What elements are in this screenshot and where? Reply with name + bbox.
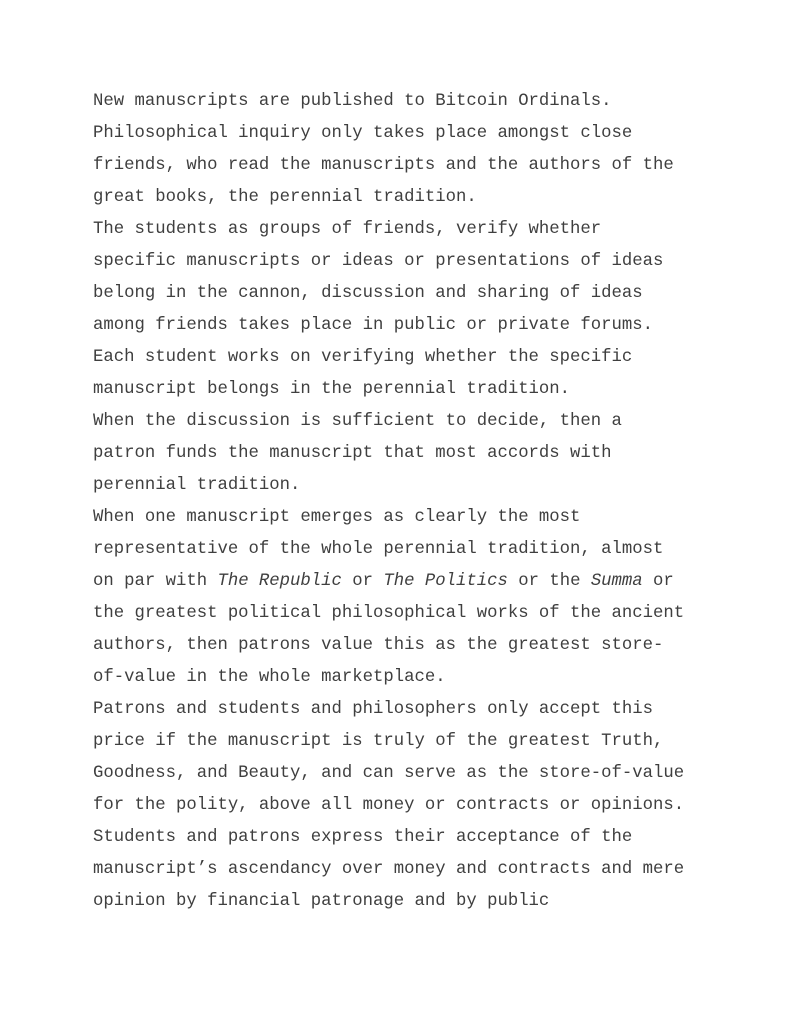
text-line [93,438,684,470]
text-line [93,822,684,854]
text-segment: specific manuscripts or ideas or presentations of ideas [93,252,664,271]
text-segment: When the discussion is sufficient to decide, then a [93,412,622,431]
text-line [93,406,684,438]
text-segment: or [642,572,674,591]
text-line [93,662,684,694]
text-segment: Philosophical inquiry only takes place amongst close [93,124,633,143]
text-line [93,278,684,310]
text-line [93,630,684,662]
text-segment: authors, then patrons value this as the greatest store- [93,636,664,655]
text-segment: or [341,572,384,591]
text-segment: Goodness, and Beauty, and can serve as the store-of-value [93,764,685,783]
text-segment: belong in the cannon, discussion and sharing of ideas [93,284,643,303]
text-segment: price if the manuscript is truly of the greatest Truth, [93,732,664,751]
text-segment: or the [507,572,591,591]
italic-title-text: The Republic [217,572,342,591]
text-segment: opinion by financial patronage and by public [93,892,550,911]
text-line [93,246,684,278]
text-segment: patron funds the manuscript that most accords with [93,444,612,463]
text-segment: among friends takes place in public or private forums. [93,316,654,335]
text-segment: friends, who read the manuscripts and the authors of the [93,156,674,175]
text-line [93,86,684,118]
text-line [93,790,684,822]
text-segment: manuscript belongs in the perennial tradition. [93,380,571,399]
text-segment: The students as groups of friends, verify whether [93,220,602,239]
italic-title-text: Summa [590,572,643,591]
text-line [93,374,684,406]
text-segment: of-value in the whole marketplace. [93,668,446,687]
text-segment: New manuscripts are published to Bitcoin Ordinals. [93,92,612,111]
italic-title-text: The Politics [383,572,508,591]
text-line [93,342,684,374]
text-line [93,886,684,918]
text-line [93,854,684,886]
text-segment: Each student works on verifying whether the specific [93,348,633,367]
text-line [93,150,684,182]
text-line [93,534,684,566]
text-line [93,470,684,502]
text-segment: When one manuscript emerges as clearly the most [93,508,581,527]
text-segment: on par with [93,572,218,591]
text-segment: Patrons and students and philosophers only accept this [93,700,654,719]
text-segment: for the polity, above all money or contracts or opinions. [93,796,685,815]
text-line [93,694,684,726]
document-text [93,86,684,918]
text-line [93,726,684,758]
text-line [93,598,684,630]
text-segment: representative of the whole perennial tradition, almost [93,540,664,559]
text-line [93,758,684,790]
text-line [93,566,684,598]
text-line [93,310,684,342]
text-segment: great books, the perennial tradition. [93,188,477,207]
text-line [93,118,684,150]
text-segment: the greatest political philosophical works of the ancient [93,604,685,623]
text-line [93,214,684,246]
text-segment: Students and patrons express their acceptance of the [93,828,633,847]
text-segment: manuscript’s ascendancy over money and contracts and mere [93,860,685,879]
text-line [93,182,684,214]
text-line [93,502,684,534]
text-segment: perennial tradition. [93,476,301,495]
